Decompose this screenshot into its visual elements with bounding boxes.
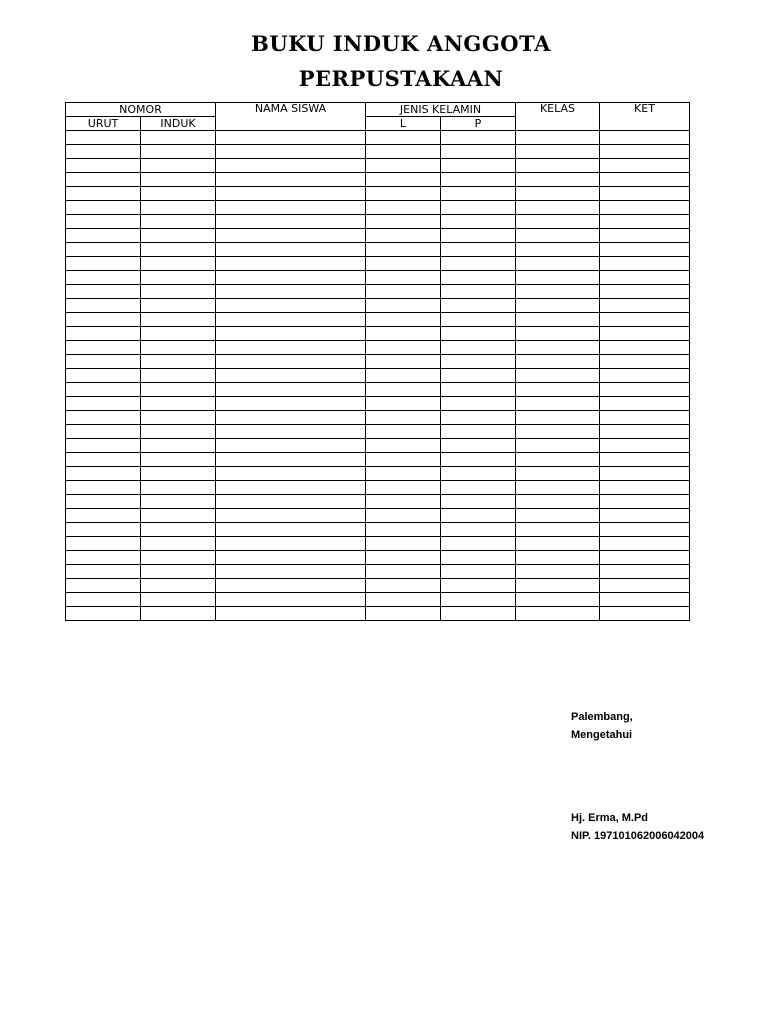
document-title: BUKU INDUK ANGGOTA [251,31,551,56]
table-cell [516,131,600,145]
table-cell [141,593,216,607]
table-cell [366,397,441,411]
table-cell [216,523,366,537]
table-cell [366,285,441,299]
table-cell [516,271,600,285]
table-cell [141,243,216,257]
table-cell [600,173,690,187]
table-cell [141,271,216,285]
table-cell [216,383,366,397]
table-cell [366,467,441,481]
table-cell [141,201,216,215]
table-cell [216,537,366,551]
table-cell [66,397,141,411]
table-cell [600,467,690,481]
table-row [66,509,690,523]
table-cell [141,327,216,341]
table-cell [516,453,600,467]
table-cell [66,453,141,467]
table-cell [600,229,690,243]
table-cell [441,215,516,229]
table-cell [66,537,141,551]
table-cell [441,537,516,551]
table-cell [441,131,516,145]
header-induk: INDUK [141,117,216,131]
table-cell [66,481,141,495]
table-row [66,173,690,187]
table-cell [366,579,441,593]
table-cell [216,481,366,495]
table-cell [216,509,366,523]
table-cell [600,551,690,565]
table-cell [216,187,366,201]
table-cell [600,187,690,201]
table-cell [516,215,600,229]
header-p: P [441,117,516,131]
table-cell [141,215,216,229]
table-cell [516,481,600,495]
table-cell [216,341,366,355]
table-cell [141,509,216,523]
table-cell [66,439,141,453]
table-cell [216,271,366,285]
table-row [66,187,690,201]
table-cell [600,369,690,383]
table-cell [516,537,600,551]
table-cell [441,285,516,299]
table-cell [366,327,441,341]
table-row [66,383,690,397]
table-cell [366,145,441,159]
table-row [66,425,690,439]
table-row [66,201,690,215]
table-cell [366,355,441,369]
table-cell [66,523,141,537]
table-cell [516,159,600,173]
table-cell [141,411,216,425]
table-cell [441,439,516,453]
table-cell [516,369,600,383]
table-cell [441,369,516,383]
table-cell [366,509,441,523]
table-cell [216,159,366,173]
table-cell [366,593,441,607]
table-row [66,229,690,243]
table-cell [216,425,366,439]
table-row [66,551,690,565]
table-cell [441,397,516,411]
table-row [66,145,690,159]
table-cell [66,285,141,299]
table-cell [516,495,600,509]
table-cell [366,551,441,565]
table-row [66,159,690,173]
table-cell [216,411,366,425]
table-cell [600,201,690,215]
table-cell [66,299,141,313]
table-cell [366,299,441,313]
table-row [66,131,690,145]
table-cell [216,397,366,411]
table-cell [516,285,600,299]
table-cell [66,313,141,327]
table-row [66,397,690,411]
document-subtitle: PERPUSTAKAAN [298,66,504,91]
table-cell [141,467,216,481]
table-cell [441,159,516,173]
table-cell [366,201,441,215]
table-cell [141,369,216,383]
table-cell [66,187,141,201]
table-cell [441,299,516,313]
table-cell [216,201,366,215]
table-cell [441,271,516,285]
table-cell [366,383,441,397]
table-cell [441,593,516,607]
table-cell [66,327,141,341]
table-cell [600,439,690,453]
table-cell [66,201,141,215]
table-cell [516,243,600,257]
table-cell [600,593,690,607]
table-cell [441,229,516,243]
table-cell [516,467,600,481]
table-cell [216,313,366,327]
table-cell [66,467,141,481]
table-cell [516,579,600,593]
table-cell [141,355,216,369]
table-cell [516,383,600,397]
table-cell [216,327,366,341]
table-cell [216,369,366,383]
table-cell [441,341,516,355]
table-cell [516,187,600,201]
member-ledger-table [65,102,690,621]
table-row [66,313,690,327]
table-cell [216,495,366,509]
table-cell [600,425,690,439]
table-cell [600,145,690,159]
table-cell [66,271,141,285]
table-cell [441,425,516,439]
header-l: L [366,117,441,131]
table-cell [141,453,216,467]
table-cell [141,397,216,411]
table-cell [216,579,366,593]
table-cell [66,411,141,425]
table-cell [141,131,216,145]
table-cell [600,327,690,341]
table-row [66,369,690,383]
table-cell [366,453,441,467]
table-cell [141,579,216,593]
table-cell [216,551,366,565]
ledger-body [66,131,690,621]
table-cell [141,173,216,187]
table-row [66,537,690,551]
table-cell [216,607,366,621]
table-cell [66,355,141,369]
table-cell [516,355,600,369]
table-cell [141,481,216,495]
table-cell [141,229,216,243]
table-cell [216,243,366,257]
table-cell [366,313,441,327]
table-cell [600,607,690,621]
table-cell [516,523,600,537]
table-cell [66,425,141,439]
table-cell [366,215,441,229]
table-cell [141,425,216,439]
table-cell [66,383,141,397]
table-row [66,299,690,313]
table-cell [66,495,141,509]
table-cell [441,509,516,523]
table-cell [441,355,516,369]
table-cell [516,411,600,425]
table-cell [66,215,141,229]
table-cell [441,173,516,187]
table-cell [516,145,600,159]
table-cell [366,187,441,201]
header-nama-siswa: NAMA SISWA [216,103,366,131]
header-urut: URUT [66,117,141,131]
signature-label: Mengetahui [571,729,633,741]
table-row [66,411,690,425]
table-row [66,285,690,299]
table-cell [66,159,141,173]
table-cell [216,285,366,299]
table-cell [600,131,690,145]
table-cell [441,327,516,341]
table-cell [366,159,441,173]
table-cell [366,565,441,579]
header-kelas: KELAS [516,103,600,131]
header-row-main [66,103,690,117]
table-cell [441,523,516,537]
table-cell [366,257,441,271]
table-cell [441,383,516,397]
table-cell [141,159,216,173]
table-cell [600,537,690,551]
table-cell [141,299,216,313]
table-row [66,481,690,495]
table-cell [141,383,216,397]
table-cell [216,565,366,579]
table-cell [441,145,516,159]
table-row [66,607,690,621]
table-row [66,467,690,481]
table-cell [216,593,366,607]
table-cell [600,159,690,173]
table-cell [66,607,141,621]
table-cell [516,593,600,607]
table-cell [516,425,600,439]
table-cell [141,551,216,565]
table-row [66,271,690,285]
table-cell [516,313,600,327]
header-nomor: NOMOR [66,103,216,117]
table-cell [600,299,690,313]
table-row [66,523,690,537]
table-cell [66,145,141,159]
table-cell [441,565,516,579]
table-cell [216,453,366,467]
table-cell [66,509,141,523]
table-cell [66,551,141,565]
table-row [66,327,690,341]
table-cell [600,453,690,467]
table-cell [366,229,441,243]
table-cell [600,341,690,355]
table-cell [66,229,141,243]
table-cell [366,439,441,453]
signature-place: Palembang, [571,711,633,723]
table-row [66,215,690,229]
table-cell [366,131,441,145]
table-cell [441,467,516,481]
table-cell [441,313,516,327]
table-cell [66,131,141,145]
table-cell [141,285,216,299]
table-cell [441,187,516,201]
table-cell [216,145,366,159]
table-cell [600,313,690,327]
table-cell [66,173,141,187]
table-cell [366,271,441,285]
table-cell [600,243,690,257]
table-cell [366,481,441,495]
table-cell [516,299,600,313]
table-cell [441,257,516,271]
table-row [66,257,690,271]
table-row [66,243,690,257]
table-cell [516,565,600,579]
signature-nip: NIP. 197101062006042004 [571,830,705,842]
table-cell [600,565,690,579]
table-cell [600,397,690,411]
table-cell [366,495,441,509]
table-cell [516,551,600,565]
table-cell [516,229,600,243]
table-cell [216,257,366,271]
table-cell [441,579,516,593]
table-cell [141,607,216,621]
table-cell [600,411,690,425]
table-cell [216,173,366,187]
table-cell [66,565,141,579]
table-cell [366,537,441,551]
header-ket: KET [600,103,690,131]
table-cell [600,481,690,495]
table-cell [141,145,216,159]
table-cell [516,607,600,621]
table-cell [366,411,441,425]
table-cell [66,243,141,257]
table-cell [441,201,516,215]
table-cell [600,271,690,285]
table-cell [516,509,600,523]
table-cell [141,187,216,201]
table-cell [516,173,600,187]
table-cell [600,257,690,271]
table-row [66,453,690,467]
table-cell [216,229,366,243]
table-cell [66,369,141,383]
table-cell [441,481,516,495]
table-cell [366,173,441,187]
table-cell [441,453,516,467]
table-cell [366,607,441,621]
table-cell [216,299,366,313]
table-cell [441,495,516,509]
table-cell [366,243,441,257]
table-cell [600,495,690,509]
table-cell [66,257,141,271]
table-cell [441,551,516,565]
table-cell [141,257,216,271]
table-cell [141,313,216,327]
table-cell [441,243,516,257]
table-cell [366,425,441,439]
table-row [66,341,690,355]
table-cell [141,495,216,509]
table-cell [216,215,366,229]
table-cell [366,369,441,383]
table-cell [141,537,216,551]
table-cell [216,131,366,145]
table-cell [216,439,366,453]
table-cell [141,565,216,579]
table-cell [516,341,600,355]
table-cell [516,201,600,215]
table-cell [366,523,441,537]
table-cell [441,411,516,425]
table-cell [366,341,441,355]
table-cell [600,509,690,523]
table-cell [216,467,366,481]
table-cell [141,439,216,453]
table-cell [441,607,516,621]
table-cell [216,355,366,369]
table-cell [141,523,216,537]
table-cell [600,355,690,369]
table-row [66,495,690,509]
table-cell [66,593,141,607]
table-row [66,565,690,579]
table-cell [66,341,141,355]
signature-name: Hj. Erma, M.Pd [571,812,649,824]
table-cell [516,327,600,341]
table-cell [600,215,690,229]
table-row [66,355,690,369]
table-cell [516,397,600,411]
table-row [66,579,690,593]
table-cell [600,523,690,537]
table-row [66,439,690,453]
table-cell [66,579,141,593]
table-row [66,593,690,607]
table-cell [600,285,690,299]
table-cell [516,257,600,271]
table-cell [600,383,690,397]
table-cell [141,341,216,355]
table-cell [516,439,600,453]
table-cell [600,579,690,593]
header-jenis-kelamin: JENIS KELAMIN [366,103,516,117]
